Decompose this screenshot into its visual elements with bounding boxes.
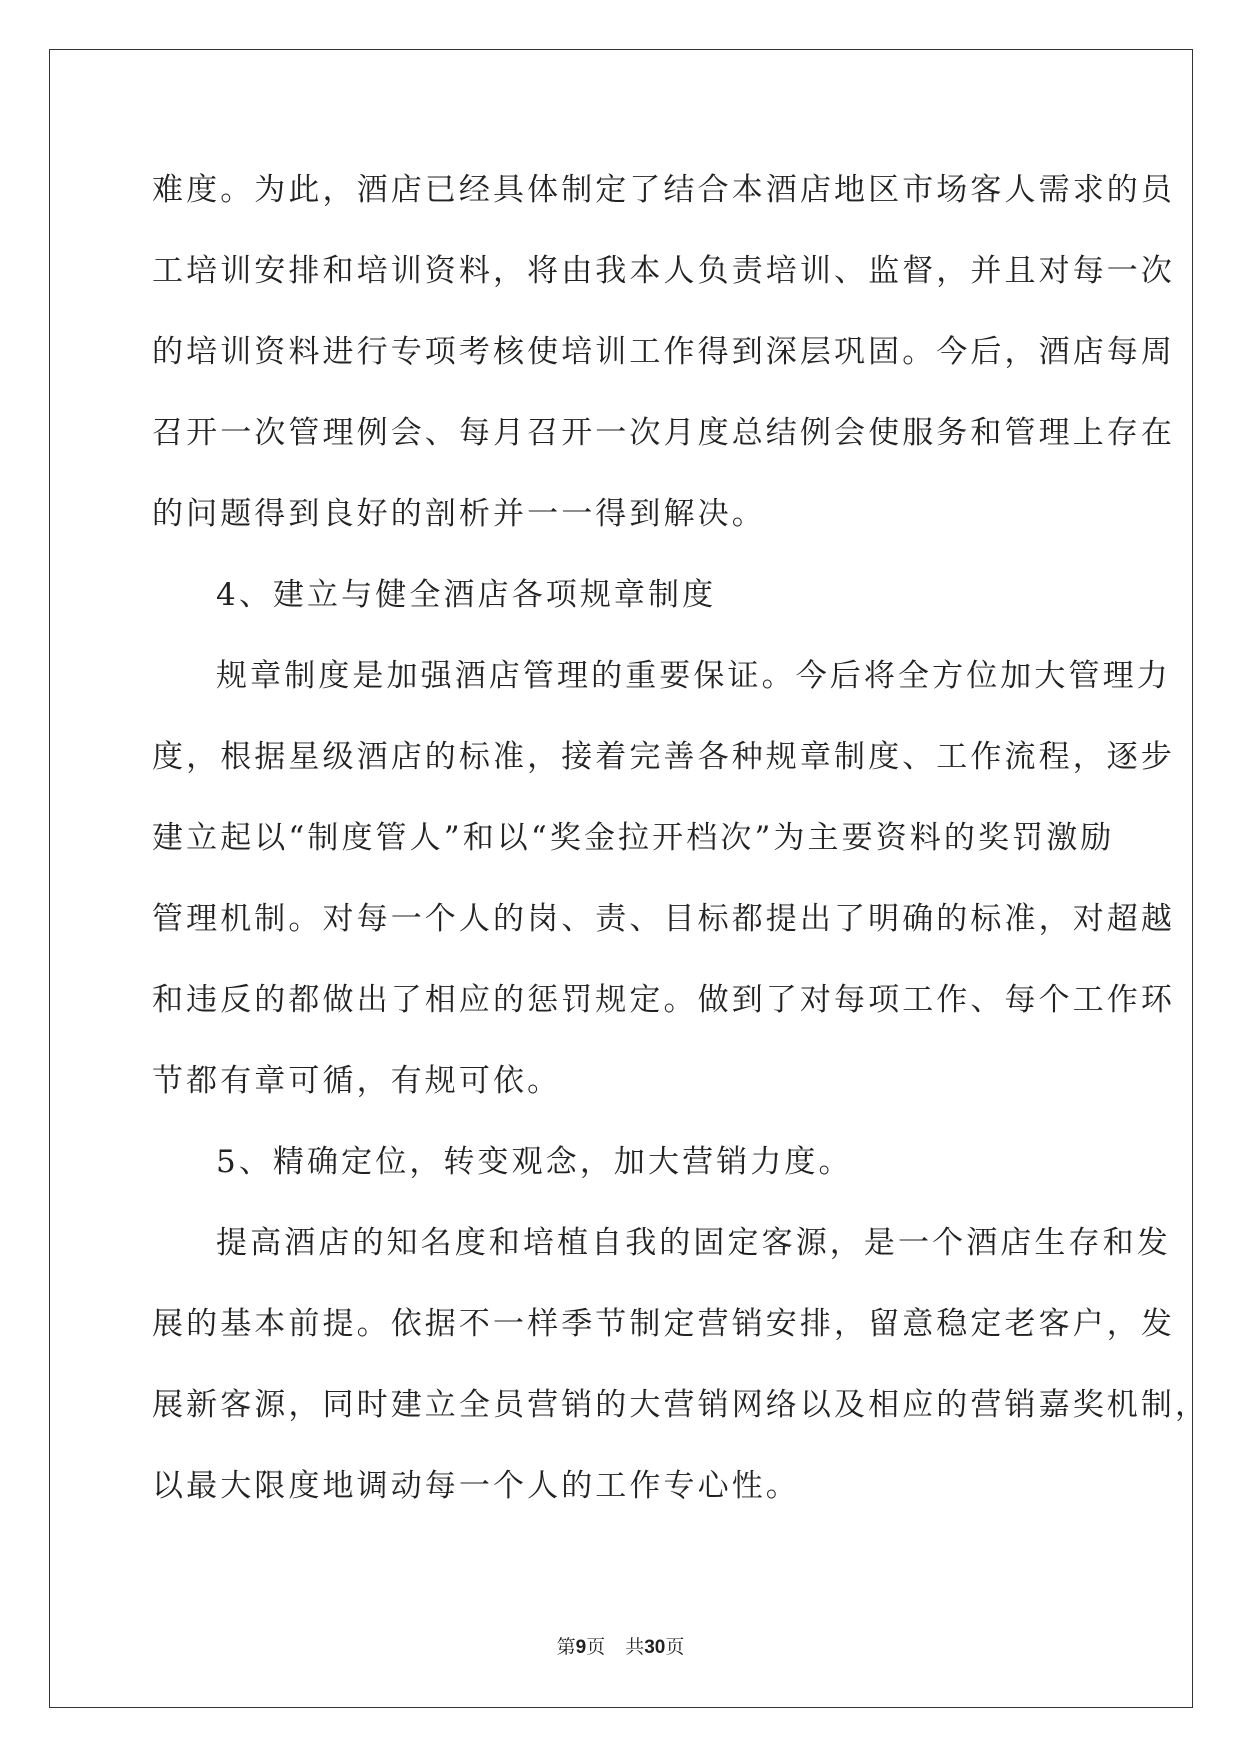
text-line-2: 工培训安排和培训资料，将由我本人负责培训、监督，并且对每一次 [152,253,1175,289]
text-line-3: 的培训资料进行专项考核使培训工作得到深层巩固。今后，酒店每周 [152,334,1175,370]
text-line-10: 管理机制。对每一个人的岗、责、目标都提出了明确的标准，对超越 [152,901,1175,937]
text-line-11: 和违反的都做出了相应的惩罚规定。做到了对每项工作、每个工作环 [152,982,1175,1018]
total-prefix: 共 [625,1636,645,1658]
section-heading-5: 5、精确定位，转变观念，加大营销力度。 [216,1144,853,1180]
section-heading-4: 4、建立与健全酒店各项规章制度 [216,577,717,613]
page-number: 9 [575,1637,587,1658]
text-line-17: 以最大限度地调动每一个人的工作专心性。 [152,1468,800,1504]
document-body [152,155,1210,1532]
page-footer [0,1632,1241,1659]
text-line-9: 建立起以“制度管人”和以“奖金拉开档次”为主要资料的奖罚激励 [152,820,1115,856]
text-line-4: 召开一次管理例会、每月召开一次月度总结例会使服务和管理上存在 [152,415,1175,451]
page-prefix: 第 [556,1636,576,1658]
page-suffix: 页 [586,1636,606,1658]
text-line-1: 难度。为此，酒店已经具体制定了结合本酒店地区市场客人需求的员 [152,172,1175,208]
text-line-8: 度，根据星级酒店的标准，接着完善各种规章制度、工作流程，逐步 [152,739,1175,775]
text-line-15: 展的基本前提。依据不一样季节制定营销安排，留意稳定老客户，发 [152,1306,1175,1342]
text-line-7: 规章制度是加强酒店管理的重要保证。今后将全方位加大管理力 [216,658,1171,694]
total-suffix: 页 [665,1636,685,1658]
text-line-12: 节都有章可循，有规可依。 [152,1063,562,1099]
total-pages: 30 [644,1637,666,1658]
text-line-5: 的问题得到良好的剖析并一一得到解决。 [152,496,766,532]
text-line-14: 提高酒店的知名度和培植自我的固定客源，是一个酒店生存和发 [216,1225,1171,1261]
text-line-16: 展新客源，同时建立全员营销的大营销网络以及相应的营销嘉奖机制， [152,1387,1210,1423]
